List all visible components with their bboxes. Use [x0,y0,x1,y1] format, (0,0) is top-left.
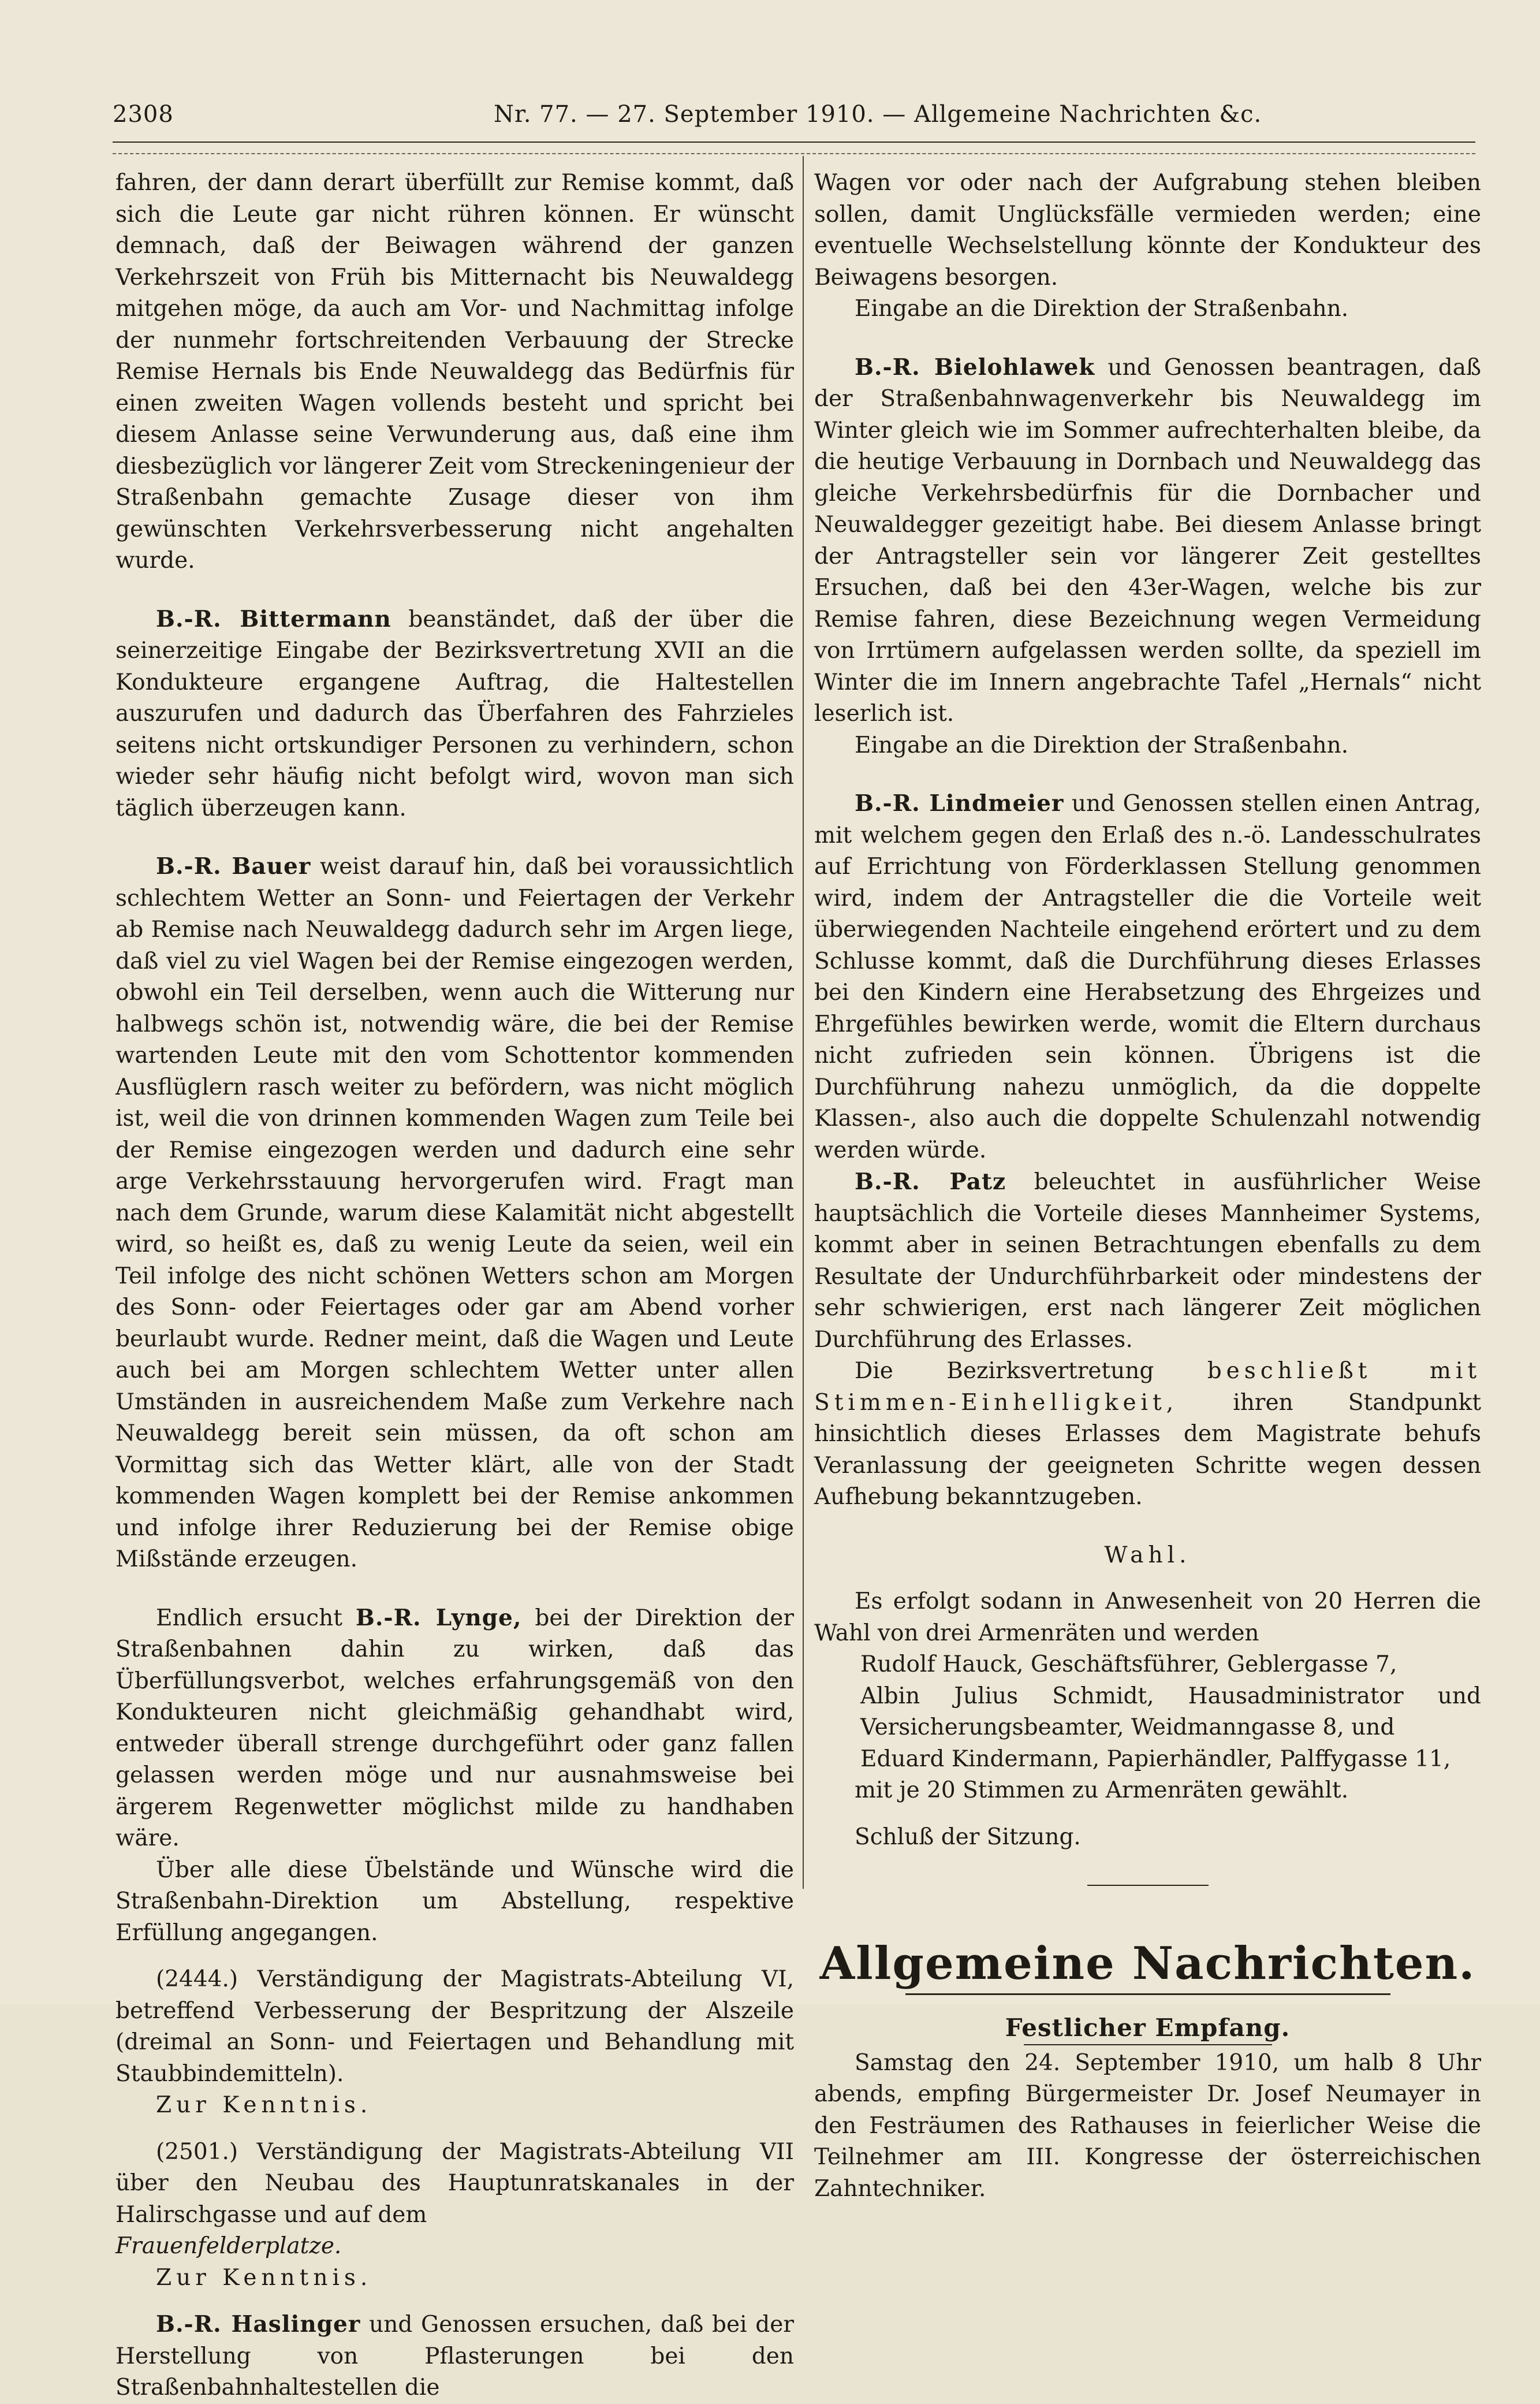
paragraph: Es erfolgt sodann in Anwesenheit von 20 Herren die Wahl von drei Armenräten und werden [814,1588,1481,1646]
subheading-underline [1024,2044,1272,2045]
paragraph: Über alle diese Übelstände und Wünsche wird die Straßenbahn-Direktion um Abstellung, respektive Erfüllung angegangen. [115,1856,794,1946]
speaker-name: B.-R. Patz [855,1168,1006,1195]
paragraph: B.-R. Bielohlawek und Genossen beantragen, daß der Straßenbahnwagenverkehr bis Neuwaldegg im Winter gleich wie im Sommer aufrechterhalten bleibe, da die heutige Verbauung in Dornbach und Neuwaldegg das gleiche Verkehrsbedürfnis für die Dornbacher und Neuwaldegger gezeitigt habe. Bei diesem Anlasse bringt der Antragsteller sein vor längerer Zeit gestelltes Ersuchen, daß bei den 43er-Wagen, welche bis zur Remise fahren, diese Bezeichnung wegen Vermeidung von Irrtümern aufgelassen werden sollte, da speziell im Winter die im Innern angebrachte Tafel „Hernals“ nicht leserlich ist. [814,353,1482,727]
paragraph: mit je 20 Stimmen zu Armenräten gewählt. [855,1777,1349,1803]
paragraph: B.-R. Patz beleuchtet in ausführlicher Weise hauptsächlich die Vorteile dieses Mannheimer Systems, kommt aber in seinen Betrachtungen ebenfalls zu dem Resultate der Undurchführbarkeit oder mindestens der sehr schwierigen, erst nach längerer Zeit möglichen Durchführung des Erlasses. [814,1168,1481,1353]
list-item: Rudolf Hauck, Geschäftsführer, Geblergasse 7, [860,1651,1397,1677]
resolution: Eingabe an die Direktion der Straßenbahn. [855,296,1349,322]
paragraph: (2444.) Verständigung der Magistrats-Abteilung VI, betreffend Verbesserung der Bespritzung der Alszeile (dreimal an Sonn- und Feiertagen und Behandlung mit Staubbindemitteln). [115,1966,794,2087]
section-underline [905,1993,1390,1995]
paragraph: B.-R. Haslinger und Genossen ersuchen, daß bei der Herstellung von Pflasterungen bei den Straßenbahnhaltestellen die [115,2311,794,2401]
list-item: Eduard Kindermann, Papierhändler, Palffygasse 11, [860,1746,1451,1772]
speaker-name: B.-R. Bittermann [156,605,391,632]
subheading: Festlicher Empfang. [1005,2014,1291,2042]
speaker-name: B.-R. Bauer [156,853,311,880]
resolution: Eingabe an die Direktion der Straßenbahn. [855,732,1349,758]
paragraph: Samstag den 24. September 1910, um halb 8 Uhr abends, empfing Bürgermeister Dr. Josef Neumayer in den Festräumen des Rathauses in feierlicher Weise die Teilnehmer am III. Kongresse der österreichischen Zahntechniker. [814,2049,1481,2202]
paragraph: B.-R. Bittermann beanständet, daß der über die seinerzeitige Eingabe der Bezirksvertretung XVII an die Kondukteure ergangene Auftrag, die Haltestellen auszurufen und dadurch das Überfahren des Fahrzieles seitens nicht ortskundiger Personen zu verhindern, schon wieder sehr häufig nicht befolgt wird, wovon man sich täglich überzeugen kann. [115,605,794,821]
running-title: Nr. 77. — 27. September 1910. — Allgemeine Nachrichten &c. [494,101,1262,128]
paragraph: B.-R. Bauer weist darauf hin, daß bei voraussichtlich schlechtem Wetter an Sonn- und Feiertagen der Verkehr ab Remise nach Neuwaldegg dadurch sehr im Argen liege, daß viel zu viel Wagen bei der Remise eingezogen werden, obwohl ein Teil derselben, wenn auch die Witterung nur halbwegs schön ist, notwendig wäre, die bei der Remise wartenden Leute mit den vom Schottentor kommenden Ausflüglern rasch weiter zu befördern, was nicht möglich ist, weil die von drinnen kommenden Wagen zum Teile bei der Remise eingezogen werden und dadurch eine sehr arge Verkehrsstauung hervorgerufen wird. Fragt man nach dem Grunde, warum diese Kalamität nicht abgestellt wird, so heißt es, daß zu wenig Leute da seien, weil ein Teil infolge des nicht schönen Wetters schon am Morgen des Sonn- oder Feiertages oder gar am Abend vorher beurlaubt wurde. Redner meint, daß die Wagen und Leute auch bei am Morgen schlechtem Wetter unter allen Umständen in ausreichendem Maße zum Verkehre nach Neuwaldegg bereit sein müssen, da oft schon am Vormittag sich das Wetter klärt, alle von der Stadt kommenden Wagen komplett bei der Remise ankommen und infolge ihrer Reduzierung bei der Remise obige Mißstände erzeugen. [115,853,794,1572]
section-title: Allgemeine Nachrichten. [819,1937,1476,1990]
speaker-name: B.-R. Bielohlawek [855,353,1095,381]
paragraph: (2501.) Verständigung der Magistrats-Abteilung VII über den Neubau des Hauptunratskanales in der Halirschgasse und auf dem [115,2138,794,2228]
paragraph: fahren, der dann derart überfüllt zur Remise kommt, daß sich die Leute gar nicht rühren können. Er wünscht demnach, daß der Beiwagen während der ganzen Verkehrszeit von Früh bis Mitternacht bis Neuwaldegg mitgehen möge, da auch am Vor- und Nachmittag infolge der nunmehr fortschreitenden Verbauung der Strecke Remise Hernals bis Ende Neuwaldegg das Bedürfnis für einen zweiten Wagen vollends besteht und spricht bei diesem Anlasse seine Verwunderung aus, daß eine ihm diesbezüglich vor längerer Zeit vom Streckeningenieur der Straßenbahn gemachte Zusage dieser von ihm gewünschten Verkehrsverbesserung nicht angehalten wurde. [115,170,794,574]
resolution: Zur Kenntnis. [156,2264,372,2291]
resolution: Zur Kenntnis. [156,2092,372,2118]
section-divider [1087,1885,1209,1886]
paragraph: Endlich ersucht B.-R. Lynge, bei der Direktion der Straßenbahnen dahin zu wirken, daß das Überfüllungsverbot, welches erfahrungsgemäß von den Kondukteuren nicht gleichmäßig gehandhabt wird, entweder überall strenge durchgeführt oder ganz fallen gelassen werden möge und nur ausnahmsweise bei ärgerem Regenwetter möglichst milde zu handhaben wäre. [115,1604,794,1851]
closing-line: Schluß der Sitzung. [855,1824,1081,1850]
header-rule [113,142,1475,143]
speaker-name: B.-R. Lynge, [355,1604,522,1631]
page-number: 2308 [113,101,174,128]
column-divider [803,156,804,1889]
section-heading-wahl: Wahl. [1104,1542,1191,1568]
paragraph: B.-R. Lindmeier und Genossen stellen einen Antrag, mit welchem gegen den Erlaß des n.-ö. Landesschulrates auf Errichtung von Förderklassen Stellung genommen wird, indem der Antragsteller die die Vorteile weit überwiegenden Nachteile eingehend erörtert und zu dem Schlusse kommt, daß die Durchführung dieses Erlasses bei den Kindern eine Herabsetzung des Ehrgeizes und Ehrgefühles bewirken werde, womit die Eltern durchaus nicht zufrieden sein können. Übrigens ist die Durchführung nahezu unmöglich, da die doppelte Klassen-, also auch die doppelte Schulenzahl notwendig werden würde. [814,790,1481,1163]
list-item: Albin Julius Schmidt, Hausadministrator und Versicherungsbeamter, Weidmanngasse 8, und [860,1683,1481,1740]
right-column [814,168,1481,2205]
page-header [113,101,1475,142]
header-dashed-rule [113,153,1475,154]
paragraph: Die Bezirksvertretung beschließt mit Stimmen-Einhelligkeit, ihren Standpunkt hinsichtlich dieses Erlasses dem Magistrate behufs Veranlassung der geeigneten Schritte wegen dessen Aufhebung bekanntzugeben. [814,1358,1481,1510]
speaker-name: B.-R. Lindmeier [855,790,1064,817]
paragraph: Wagen vor oder nach der Aufgrabung stehen bleiben sollen, damit Unglücksfälle vermieden werden; eine eventuelle Wechselstellung könnte der Kondukteur des Beiwagens besorgen. [814,170,1481,291]
left-column [115,168,794,2404]
paragraph-end: Frauenfelderplatze. [115,2233,342,2259]
speaker-name: B.-R. Haslinger [156,2311,361,2338]
